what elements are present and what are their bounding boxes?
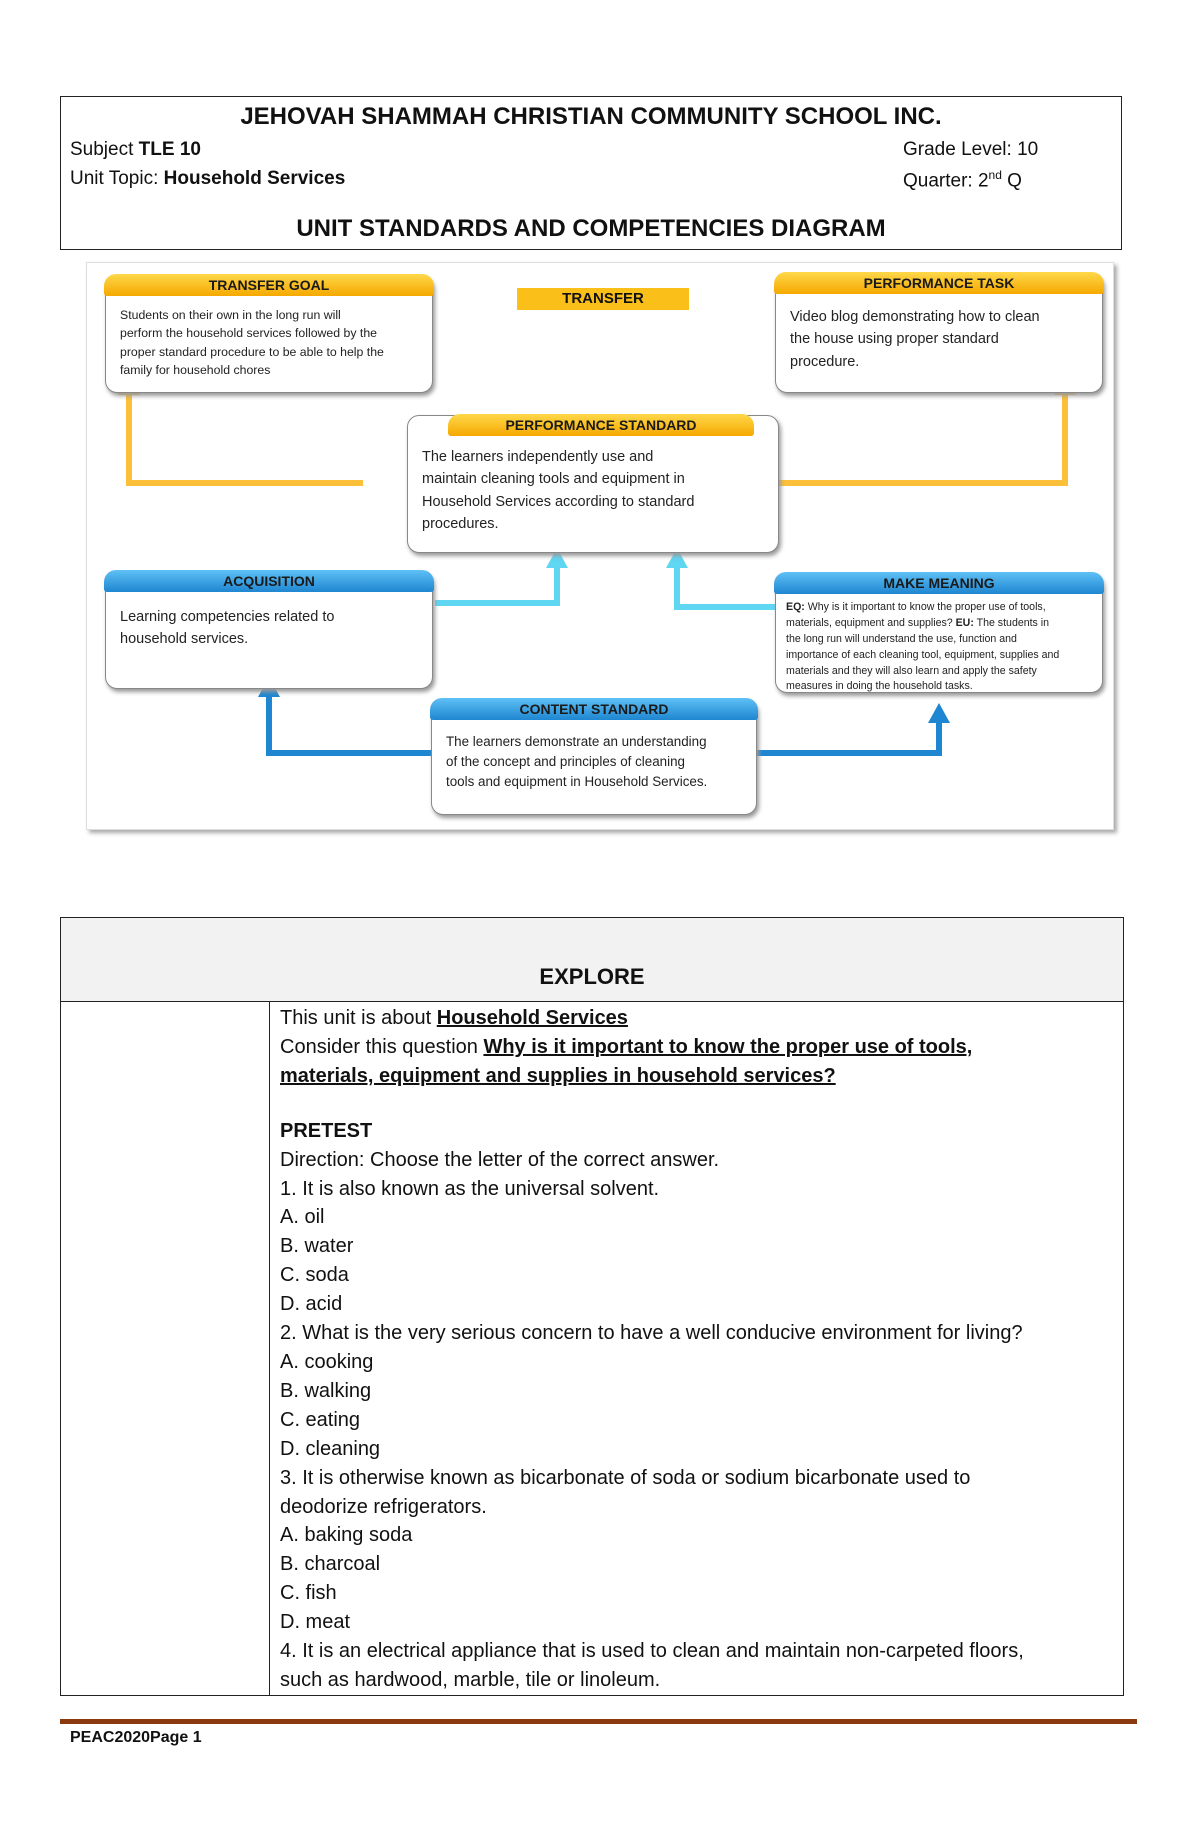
pretest-item: D. acid	[280, 1293, 343, 1316]
essential-question-part1: Why is it important to know the proper use of tools,	[483, 1035, 973, 1058]
subject-label: Subject	[70, 139, 139, 160]
performance-task-title: PERFORMANCE TASK	[774, 272, 1104, 294]
content-standard-card	[431, 699, 757, 815]
transfer-goal-line: proper standard procedure to be able to help the	[120, 344, 384, 359]
arrow-meaning-to-standard	[677, 566, 777, 607]
question-line-2	[280, 1062, 1115, 1091]
unit-name: Household Services	[436, 1007, 628, 1029]
performance-standard-title: PERFORMANCE STANDARD	[448, 414, 754, 436]
pretest-item: B. water	[280, 1235, 354, 1258]
content-standard-text	[446, 732, 742, 792]
explore-content	[280, 1004, 1115, 1695]
make-meaning-line: measures in doing the household tasks.	[786, 680, 973, 693]
essential-question-part2: materials, equipment and supplies in household services?	[280, 1064, 836, 1087]
pretest-item: A. cooking	[280, 1350, 374, 1373]
content-standard-line: The learners demonstrate an understanding	[446, 734, 707, 749]
pretest-item: deodorize refrigerators.	[280, 1495, 487, 1518]
pretest-item: such as hardwood, marble, tile or linoleum.	[280, 1668, 661, 1691]
question-line	[280, 1033, 1115, 1062]
quarter-suffix: Q	[1001, 170, 1022, 192]
pretest-item: B. walking	[280, 1379, 372, 1402]
make-meaning-text	[786, 600, 1096, 695]
pretest-item: A. baking soda	[280, 1524, 413, 1547]
arrow-content-to-acquisition	[269, 695, 435, 753]
question-intro: Consider this question	[280, 1035, 484, 1058]
pretest-item: 3. It is otherwise known as bicarbonate of soda or sodium bicarbonate used to	[280, 1466, 971, 1489]
transfer-label: TRANSFER	[517, 288, 689, 310]
acquisition-card	[105, 571, 433, 689]
performance-task-line: the house using proper standard	[790, 331, 999, 348]
explore-header: EXPLORE	[61, 918, 1123, 1002]
footer-rule	[60, 1719, 1137, 1724]
make-meaning-line: materials and they will also learn and apply the safety	[786, 664, 1037, 677]
make-meaning-card	[775, 573, 1103, 693]
column-divider	[269, 1002, 270, 1695]
quarter-label: Quarter: 2	[903, 170, 989, 192]
performance-task-text	[790, 306, 1088, 373]
subject-line	[70, 139, 201, 161]
grade-level: Grade Level: 10	[903, 139, 1039, 160]
arrowhead-content-to-meaning	[928, 703, 950, 723]
performance-standard-card	[407, 415, 779, 553]
transfer-goal-title: TRANSFER GOAL	[104, 274, 434, 296]
pretest-item: C. soda	[280, 1264, 349, 1287]
transfer-goal-line: perform the household services followed by the	[120, 326, 378, 341]
acquisition-title: ACQUISITION	[104, 570, 434, 592]
make-meaning-line-text: The students in	[973, 616, 1050, 629]
pretest-item: 1. It is also known as the universal solvent.	[280, 1177, 660, 1200]
pretest-item: A. oil	[280, 1206, 325, 1229]
make-meaning-line-text: Why is it important to know the proper use of tools,	[804, 601, 1046, 613]
make-meaning-line: the long run will understand the use, function and	[786, 632, 1017, 645]
arrow-to-transfer-goal	[129, 391, 363, 483]
make-meaning-title: MAKE MEANING	[774, 572, 1104, 594]
performance-standard-line: Household Services according to standard	[422, 493, 695, 510]
arrow-to-performance-task	[777, 391, 1065, 483]
diagram-title: UNIT STANDARDS AND COMPETENCIES DIAGRAM	[296, 215, 886, 242]
pretest-item: 2. What is the very serious concern to have a well conducive environment for living?	[280, 1322, 1023, 1345]
quarter	[903, 168, 1022, 192]
eu-label: EU:	[955, 616, 974, 629]
transfer-goal-line: Students on their own in the long run will	[120, 308, 341, 322]
pretest-heading: PRETEST	[280, 1119, 373, 1142]
school-name: JEHOVAH SHAMMAH CHRISTIAN COMMUNITY SCHOOL INC.	[240, 103, 942, 130]
performance-standard-line: maintain cleaning tools and equipment in	[422, 471, 685, 488]
performance-task-card	[775, 273, 1103, 393]
competencies-diagram	[86, 262, 1114, 830]
content-standard-line: of the concept and principles of cleaning	[446, 754, 685, 770]
explore-table	[60, 917, 1124, 1696]
unit-topic-line	[70, 168, 345, 190]
make-meaning-line	[786, 600, 1096, 616]
performance-standard-line: The learners independently use and	[422, 449, 654, 465]
arrow-content-to-meaning	[755, 721, 939, 753]
unit-topic-label: Unit Topic:	[70, 168, 164, 189]
unit-intro-line	[280, 1004, 1115, 1033]
acquisition-line: household services.	[120, 631, 249, 648]
make-meaning-line-text: materials, equipment and supplies?	[786, 616, 956, 629]
performance-task-line: procedure.	[790, 353, 860, 370]
performance-standard-line: procedures.	[422, 516, 499, 533]
pretest-item: C. eating	[280, 1408, 361, 1431]
unit-intro: This unit is about	[280, 1007, 437, 1029]
pretest-item: D. cleaning	[280, 1437, 381, 1460]
acquisition-text	[120, 606, 418, 651]
footer-page-label: PEAC2020Page 1	[70, 1729, 202, 1746]
transfer-goal-text	[120, 306, 418, 380]
make-meaning-line: importance of each cleaning tool, equipment, supplies and	[786, 648, 1060, 661]
subject-value: TLE 10	[138, 139, 201, 160]
pretest-item: B. charcoal	[280, 1553, 381, 1576]
spacer	[280, 1091, 1115, 1117]
pretest-item: 4. It is an electrical appliance that is used to clean and maintain non-carpeted floors,	[280, 1640, 1024, 1663]
quarter-sup: nd	[988, 168, 1002, 182]
unit-topic-value: Household Services	[163, 168, 346, 189]
performance-task-line: Video blog demonstrating how to clean	[790, 309, 1040, 325]
transfer-goal-line: family for household chores	[120, 363, 271, 378]
eq-label: EQ:	[786, 601, 805, 613]
header-box	[60, 96, 1122, 250]
content-standard-title: CONTENT STANDARD	[430, 698, 758, 720]
pretest-direction: Direction: Choose the letter of the correct answer.	[280, 1148, 720, 1171]
make-meaning-line	[786, 616, 1096, 632]
content-standard-line: tools and equipment in Household Services.	[446, 774, 708, 790]
pretest-item: D. meat	[280, 1611, 351, 1634]
pretest-item: C. fish	[280, 1582, 337, 1605]
arrow-acquisition-to-standard	[435, 566, 557, 603]
acquisition-line: Learning competencies related to	[120, 609, 335, 625]
performance-standard-text	[422, 446, 764, 536]
transfer-goal-card	[105, 275, 433, 393]
